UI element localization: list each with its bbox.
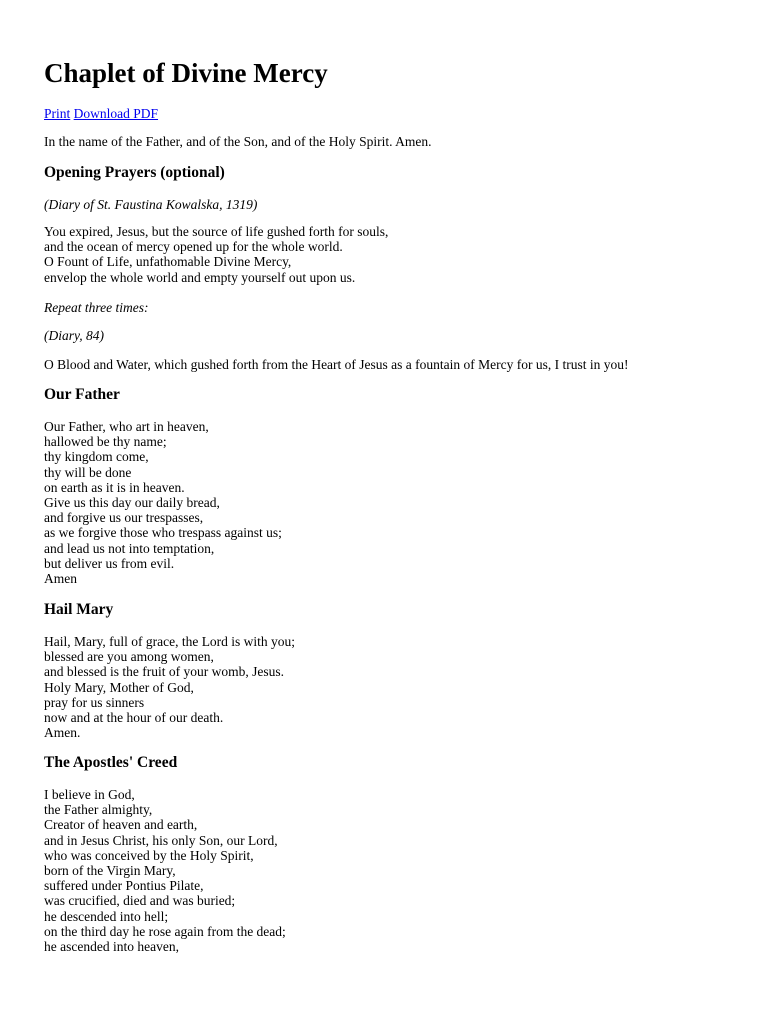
prayer-line: hallowed be thy name;	[44, 434, 167, 450]
prayer-line: blessed are you among women,	[44, 649, 214, 665]
sign-of-cross: In the name of the Father, and of the Son, and of the Holy Spirit. Amen.	[44, 134, 432, 149]
heading-opening-prayers: Opening Prayers (optional)	[44, 164, 225, 181]
repeat-source: (Diary, 84)	[44, 328, 104, 343]
apostles-creed-prayer	[44, 787, 286, 954]
prayer-line: Creator of heaven and earth,	[44, 817, 198, 833]
heading-apostles-creed: The Apostles' Creed	[44, 754, 178, 771]
prayer-line: and the ocean of mercy opened up for the whole world.	[44, 239, 343, 255]
prayer-line: Give us this day our daily bread,	[44, 495, 220, 511]
prayer-line: was crucified, died and was buried;	[44, 893, 236, 909]
prayer-line: as we forgive those who trespass against us;	[44, 525, 282, 541]
heading-hail-mary: Hail Mary	[44, 601, 114, 618]
print-link[interactable]: Print	[44, 106, 71, 121]
prayer-line: on the third day he rose again from the dead;	[44, 923, 286, 939]
prayer-line: O Fount of Life, unfathomable Divine Mercy,	[44, 254, 292, 270]
prayer-line: thy will be done	[44, 464, 132, 480]
prayer-line: Amen	[44, 571, 77, 587]
action-links	[44, 105, 158, 122]
opening-source: (Diary of St. Faustina Kowalska, 1319)	[44, 197, 258, 212]
prayer-line: but deliver us from evil.	[44, 555, 175, 571]
prayer-line: You expired, Jesus, but the source of life gushed forth for souls,	[44, 224, 389, 239]
prayer-line: Our Father, who art in heaven,	[44, 419, 209, 434]
prayer-line: and blessed is the fruit of your womb, Jesus.	[44, 664, 284, 680]
prayer-line: born of the Virgin Mary,	[44, 863, 176, 879]
prayer-line: the Father almighty,	[44, 802, 153, 818]
download-pdf-link[interactable]: Download PDF	[73, 106, 159, 121]
our-father-prayer	[44, 419, 282, 586]
prayer-line: Holy Mary, Mother of God,	[44, 679, 194, 695]
prayer-line: I believe in God,	[44, 787, 135, 802]
prayer-line: he ascended into heaven,	[44, 939, 179, 955]
heading-our-father: Our Father	[44, 386, 120, 403]
prayer-line: and lead us not into temptation,	[44, 540, 215, 556]
repeat-note: Repeat three times:	[44, 300, 149, 315]
hail-mary-prayer	[44, 634, 295, 740]
prayer-line: thy kingdom come,	[44, 449, 149, 465]
prayer-line: pray for us sinners	[44, 694, 145, 710]
prayer-line: and forgive us our trespasses,	[44, 510, 204, 526]
opening-prayer	[44, 224, 388, 285]
prayer-line: suffered under Pontius Pilate,	[44, 878, 204, 894]
repeat-prayer: O Blood and Water, which gushed forth from the Heart of Jesus as a fountain of Mercy for us, I trust in you!	[44, 357, 629, 372]
prayer-line: envelop the whole world and empty yourself out upon us.	[44, 269, 356, 285]
prayer-line: on earth as it is in heaven.	[44, 479, 185, 495]
prayer-line: Hail, Mary, full of grace, the Lord is with you;	[44, 634, 296, 649]
prayer-line: who was conceived by the Holy Spirit,	[44, 847, 254, 863]
prayer-line: Amen.	[44, 725, 81, 741]
prayer-line: and in Jesus Christ, his only Son, our Lord,	[44, 832, 278, 848]
prayer-line: now and at the hour of our death.	[44, 710, 224, 726]
page-title: Chaplet of Divine Mercy	[44, 58, 328, 88]
prayer-line: he descended into hell;	[44, 908, 169, 924]
